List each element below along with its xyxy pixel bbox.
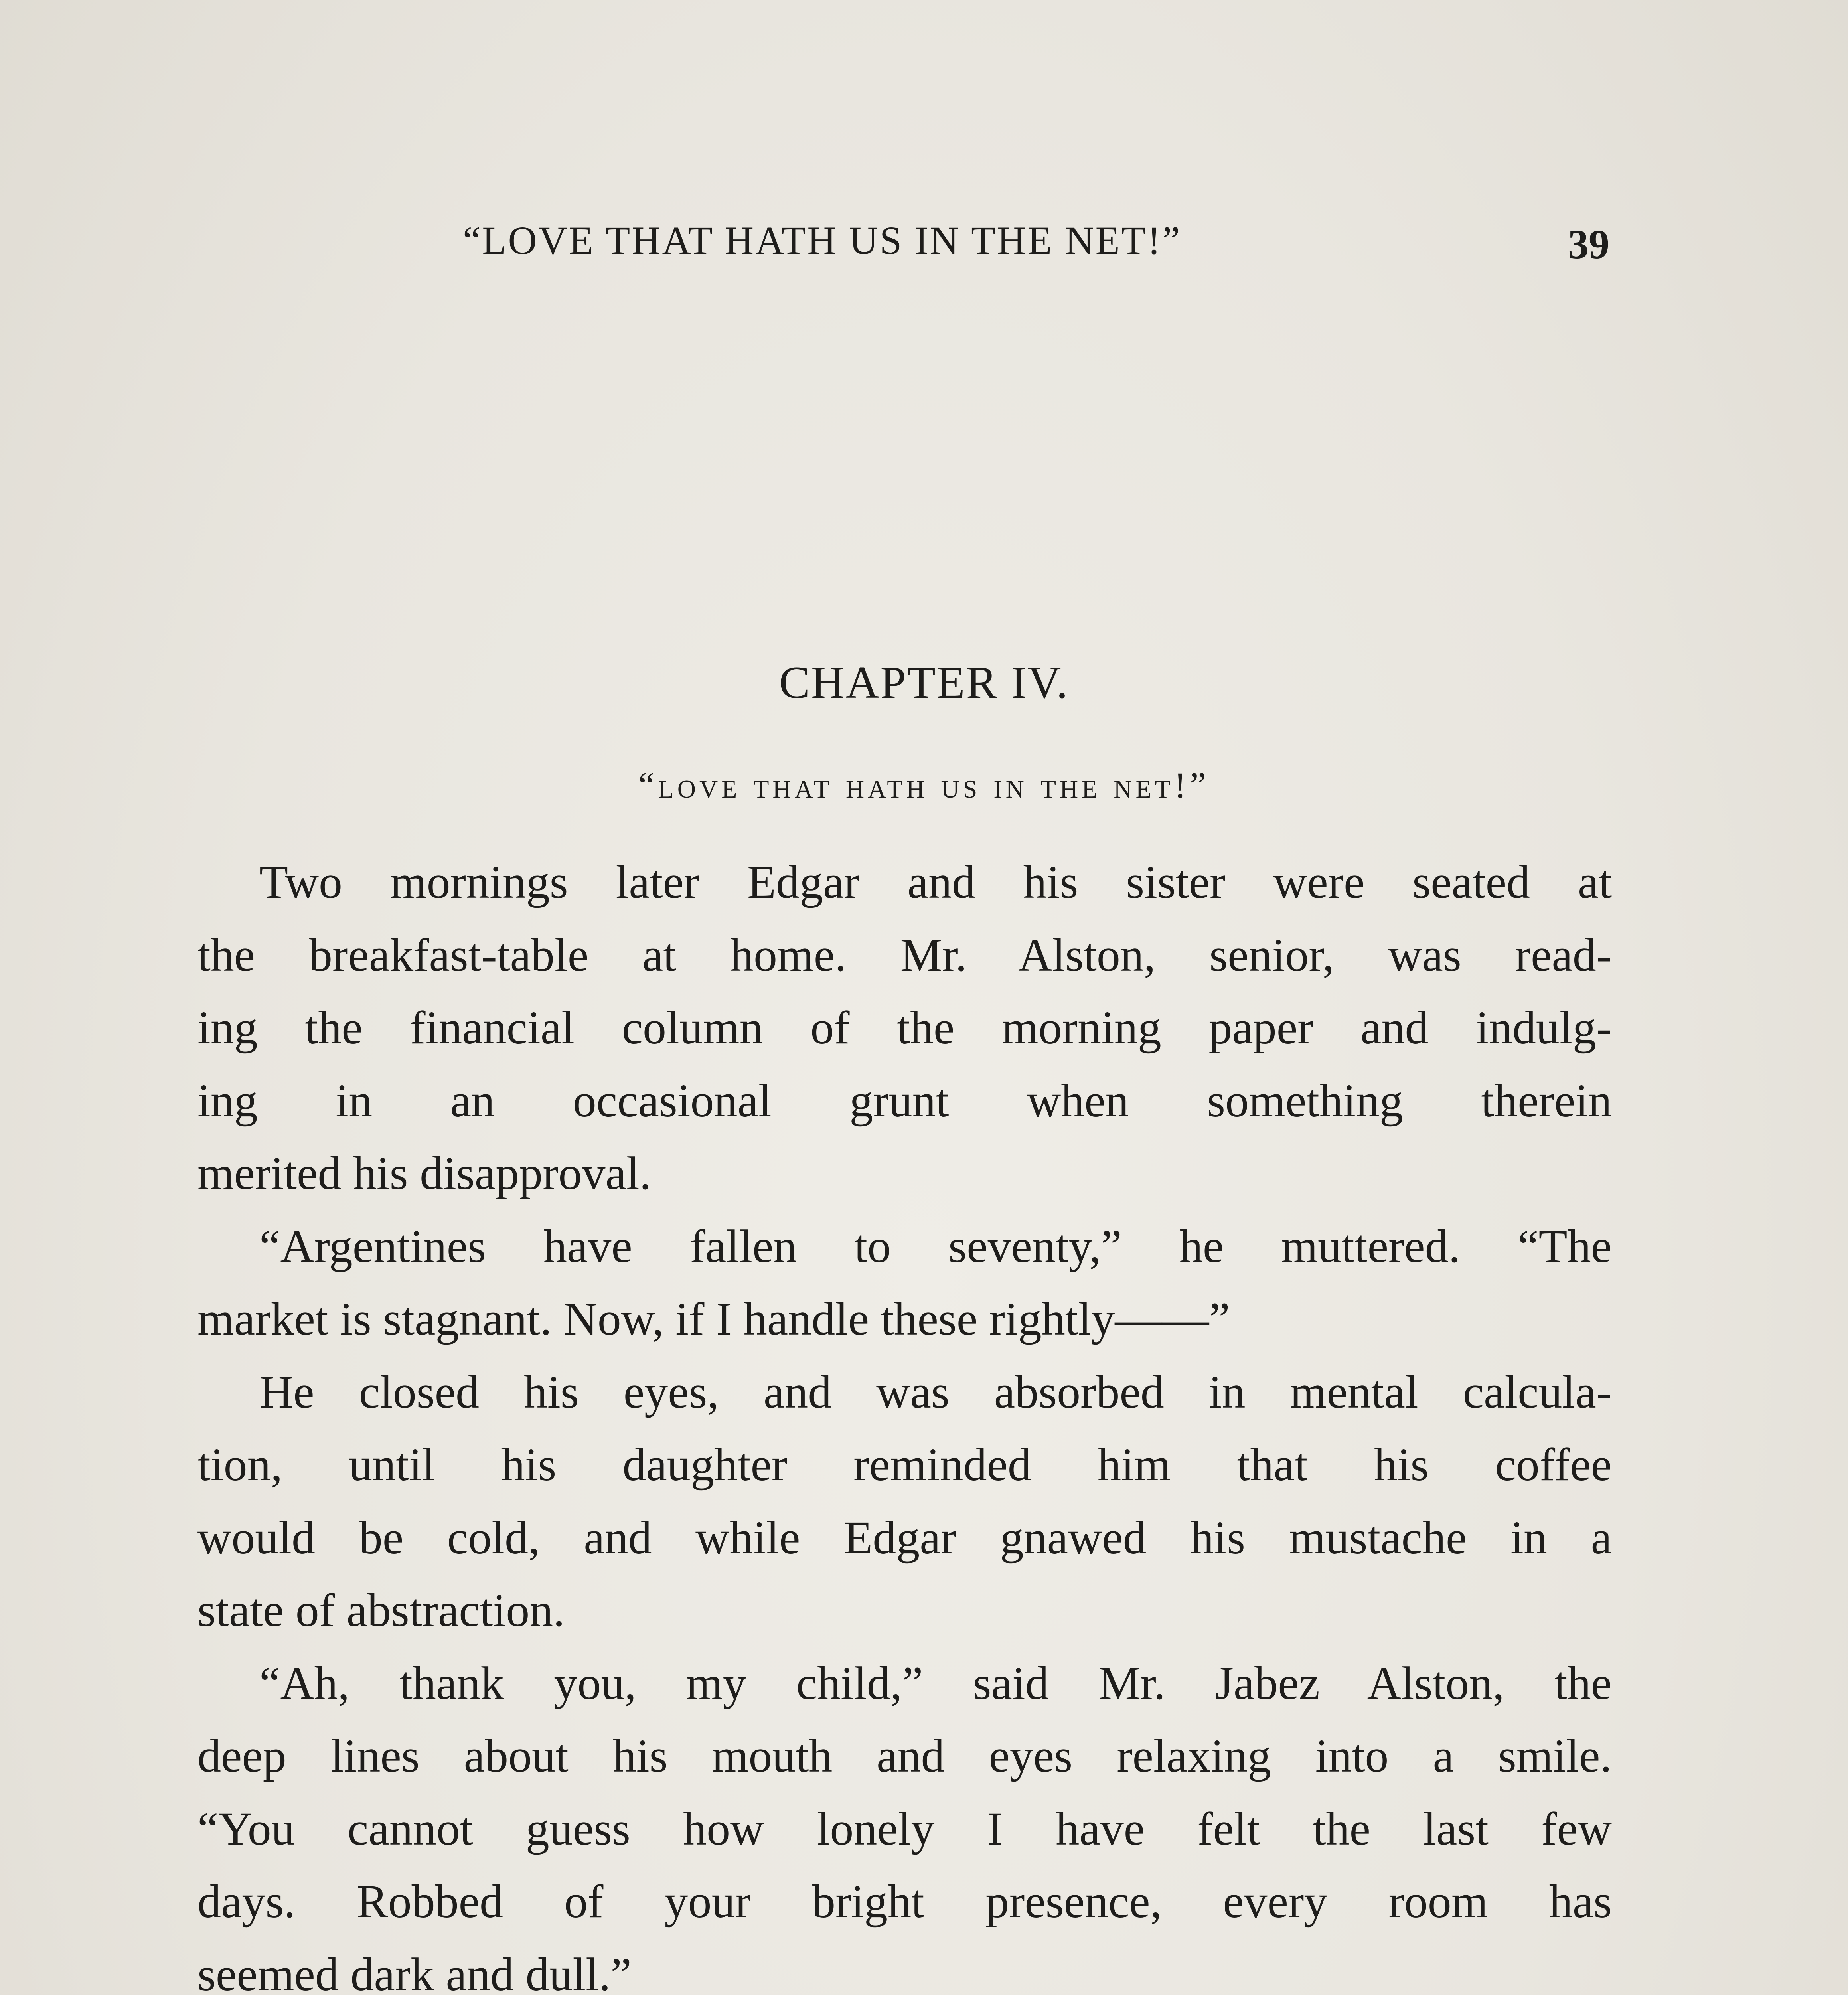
body-text [197,846,1612,1995]
chapter-subtitle: “love that hath us in the net!” [638,765,1210,806]
text-line: He closed his eyes, and was absorbed in mental calcula- [259,1365,1612,1418]
text-line: merited his disapproval. [197,1147,652,1199]
chapter-heading: CHAPTER IV. [779,657,1069,708]
running-head-title: “LOVE THAT HATH US IN THE NET!” [463,218,1182,263]
text-line: days. Robbed of your bright presence, every room has [197,1875,1612,1928]
text-line: “Argentines have fallen to seventy,” he muttered. “The [259,1220,1612,1272]
running-head [0,217,1848,273]
text-line: ing in an occasional grunt when something therein [197,1074,1612,1127]
page-number: 39 [1568,221,1609,267]
text-line: “You cannot guess how lonely I have felt the last few [197,1802,1612,1855]
text-line: seemed dark and dull.” [197,1948,632,1995]
text-line: would be cold, and while Edgar gnawed his mustache in a [197,1511,1612,1564]
text-line: the breakfast-table at home. Mr. Alston, senior, was read- [197,928,1612,981]
text-line: state of abstraction. [197,1584,565,1636]
text-line: “Ah, thank you, my child,” said Mr. Jabez Alston, the [259,1657,1612,1709]
text-line: tion, until his daughter reminded him that his coffee [197,1438,1612,1491]
text-line: deep lines about his mouth and eyes relaxing into a smile. [197,1730,1612,1782]
text-line: ing the financial column of the morning paper and indulg- [197,1001,1612,1054]
text-line: Two mornings later Edgar and his sister were seated at [259,856,1612,908]
text-line: market is stagnant. Now, if I handle these rightly——” [197,1293,1230,1345]
